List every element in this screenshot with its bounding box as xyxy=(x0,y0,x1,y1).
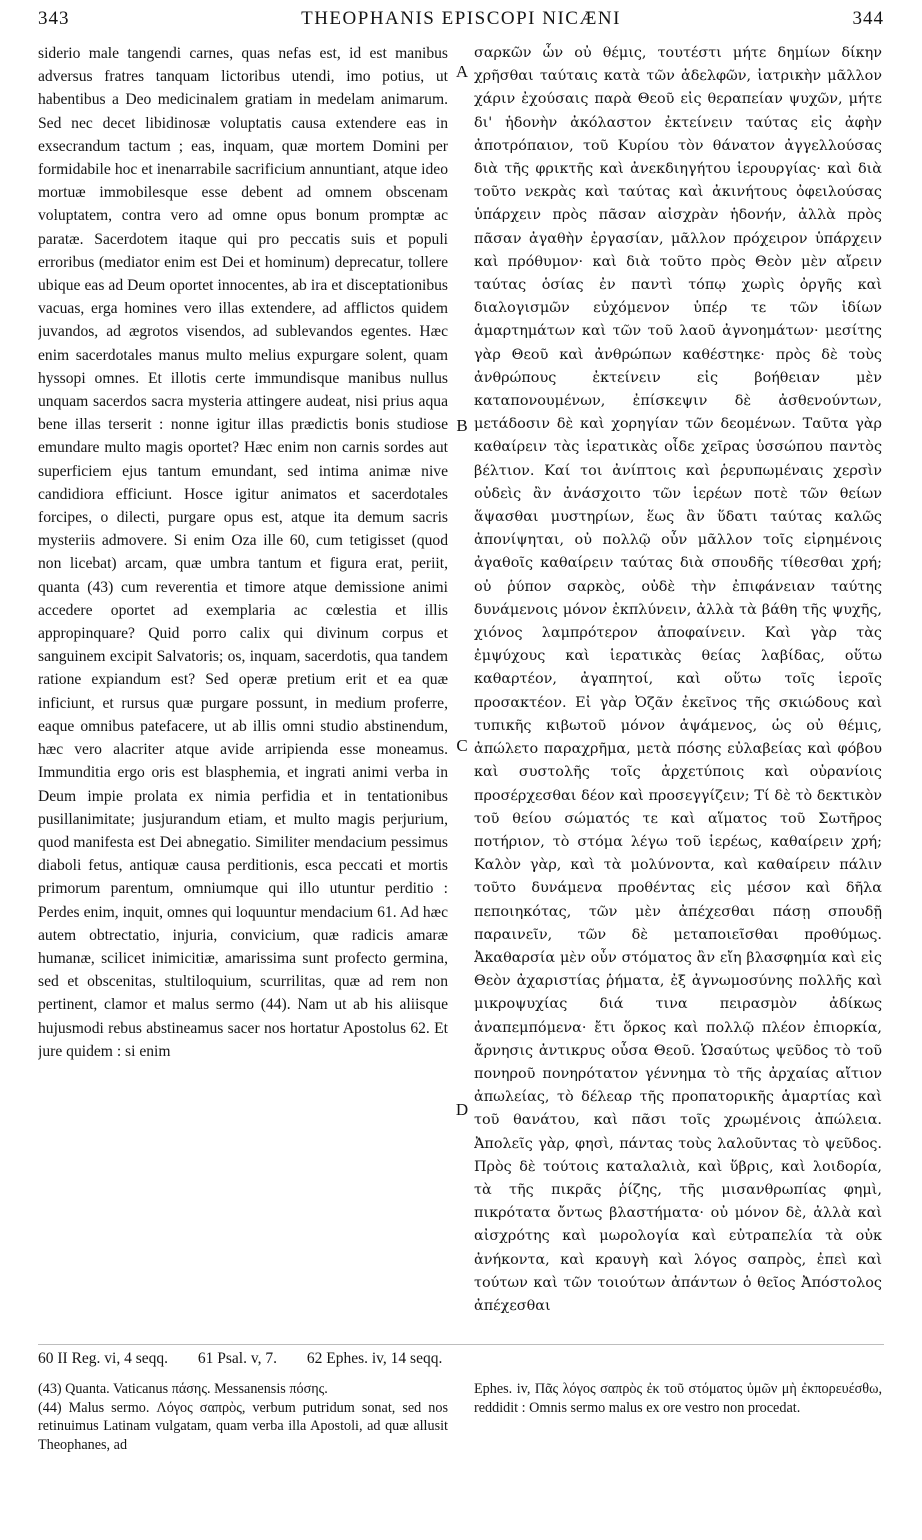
greek-text: σαρκῶν ὧν οὐ θέμις, τουτέστι μήτε δημίων δίκην χρῆσθαι ταύταις κατὰ τῶν ἀδελφῶν, ἰατρικὴν μᾶλλον χάριν ἐχούσαις παρὰ Θεοῦ εἰς θεραπείαν ψυχῶν, μήτε δι' ἡδονὴν ἀκόλαστον ἐκτείνειν ταύτας εἰς ἀφὴν ἀποτρόπαιον, τοῦ Κυρίου τὸν θάνατον ἀγγελλούσας διὰ τῆς φρικτῆς καὶ ἀνεκδιηγήτου ἱερουργίας· καὶ διὰ τοῦτο νεκρὰς καὶ ταύτας καὶ ἀκινήτους ὀφειλούσας ὑπάρχειν πρὸς πᾶσαν αἰσχρὰν ἡδονήν, ἀλλὰ πρὸς πᾶσαν ἀγαθὴν ἐργασίαν, μᾶλλον πρόχειρον ὑπάρχειν καὶ πρόθυμον· καὶ διὰ τοῦτο πρὸς Θεὸν μὲν αἴρειν ταύτας ὁσίας ἐν παντὶ τόπῳ χωρὶς ὀργῆς καὶ διαλογισμῶν εὐχόμενον ὑπέρ τε τῶν ἰδίων ἁμαρτημάτων καὶ τῶν τοῦ λαοῦ ἀγνοημάτων· μεσίτης γὰρ Θεοῦ καὶ ἀνθρώπων καθέστηκε· πρὸς δὲ τοὺς ἀνθρώπους ἐκτείνειν εἰς βοήθειαν μὲν καταπονουμένων, ἐπίσκεψιν δὲ ἀσθενούντων, μετάδοσιν δὲ καὶ χορηγίαν τῶν δεομένων. Ταῦτα γὰρ καθαίρειν τὰς ἱερατικὰς οἶδε χεῖρας ὑσσώπου παντὸς βέλτιον. Καί τοι ἀνίπτοις καὶ ῥερυπωμέναις χερσὶν οὐδεὶς ἂν ἀνάσχοιτο τῶν ἱερέων ποτὲ τῶν θείων ἅψασθαι μυστηρίων, ἕως ἂν ὕδατι ταύτας καλῶς ἀπονίψηται, οὐ πολλῷ οὖν μᾶλλον τοῖς εἰρημένοις ἀγαθοῖς καθαίρειν ταύτας διὰ σπουδῆς τίθεσθαι χρή; οὐ ῥύπον σαρκὸς, οὐδὲ τὴν ἐπιφάνειαν ταύτης δυνάμενοις μόνον ἐκπλύνειν, ἀλλὰ τὰ βάθη τῆς ψυχῆς, χιόνος λαμπρότερον ἀποφαίνειν. Καὶ γὰρ τὰς ἐμψύχους καὶ ἱερατικὰς θείας λαβίδας, οὕτω καθαρτέον, ἀγαπητοί, καὶ οὕτω τοῖς ἱεροῖς προσακτέον. Εἰ γὰρ Ὀζᾶν ἐκεῖνος τῆς σκιώδους καὶ τυπικῆς κιβωτοῦ μόνον ἁψάμενος, ὡς οὐ θέμις, ἀπώλετο παραχρῆμα, μετὰ πόσης εὐλαβείας καὶ φόβου καὶ συστολῆς τοῖς ἀρχετύποις καὶ οὐρανίοις προσέρχεσθαι δέον καὶ προσεγγίζειν; Τί δὲ τὸ δεκτικὸν τοῦ θείου σώματός τε καὶ αἵματος τοῦ Σωτῆρος ποτήριον, τὸ στόμα λέγω τοῦ ἱερέως, καθαίρειν χρή; Καλὸν γὰρ, καὶ τὰ μολύνοντα, καὶ καθαίρειν πάλιν τοῦτο δυνάμενα προθέντας εἰς μέσον καὶ δῆλα πεποιηκότας, τῶν μὲν ἀπέχεσθαι πάσῃ σπουδῇ παραινεῖν, τῶν δὲ μεταποιεῖσθαι προθύμως. Ἀκαθαρσία μὲν οὖν στόματος ἂν εἴη βλασφημία καὶ εἰς Θεὸν ἀχαριστίας ῥήματα, ἐξ ἀγνωμοσύνης πολλῆς καὶ μικροψυχίας διά τινα πειρασμὸν ἀδίκως ἀναπεμπόμενα· ἔτι ὅρκος καὶ πολλῷ πλέον ἐπιορκία, ἄρνησις ἀντικρυς οὖσα Θεοῦ. Ὡσαύτως ψεῦδος τὸ τοῦ πονηροῦ πονηρότατον γέννημα τὸ τῆς ἀρχαίας αἴτιον ἀπωλείας, τὸ δέλεαρ τῆς προπατορικῆς ἁμαρτίας καὶ τοῦ θανάτου, καὶ πᾶσι τοῖς χρωμένοις ἀπώλεια. Ἀπολεῖς γὰρ, φησὶ, πάντας τοὺς λαλοῦντας τὸ ψεῦδος. Πρὸς δὲ τούτοις καταλαλιὰ, καὶ ὕβρις, καὶ λοιδορία, τὰ τῆς πικρᾶς ῥίζης, τῆς μισανθρωπίας φημὶ, πικρότατα ὄντως βλαστήματα· οὐ μόνον δὲ, ἀλλὰ καὶ αἰσχρότης καὶ μωρολογία καὶ εὐτραπελία τὰ οὐκ ἀνήκοντα, καὶ κραυγὴ καὶ λόγος σαπρὸς, ἐπεὶ καὶ τούτων καὶ τῶν τοιούτων ἀπάντων ὁ θεῖος Ἀπόστολος ἀπέχεσθαι xyxy=(474,45,882,1314)
page-number-right: 344 xyxy=(852,8,884,29)
reference-61: 61 Psal. v, 7. xyxy=(197,1350,277,1367)
greek-column xyxy=(474,42,882,1344)
margin-marker-c: C xyxy=(456,736,468,755)
margin-marker-a: A xyxy=(455,62,469,81)
running-title: THEOPHANIS EPISCOPI NICÆNI xyxy=(301,8,621,29)
reference-60: 60 II Reg. vi, 4 seqq. xyxy=(38,1350,169,1367)
latin-text: siderio male tangendi carnes, quas nefas est, id est manibus adversus fratres tanquam lictoribus utendi, imo potius, ut habentibus a Deo medicinalem gratiam in medelam animarum. Sed nec decet libidinosæ voluptatis causa extendere eas in exsecrandum tactum ; eas, inquam, quæ mortem Domini per formidabile hoc et inenarrabile sacrificium annuntiant, atque ideo mortuæ immobilesque esse debent ad omnem obscenam voluptatem, contra vero ad omne opus bonum promptæ ac paratæ. Sacerdotem itaque qui pro peccatis suis et populi erroribus (mediator enim est Dei et hominum) deprecatur, tollere ubique eas ad Deum oportet innocentes, ab ira et disceptationibus vacuas, erga homines vero illas extendere, ad afflictos quidem juvandos, ad ægrotos visendos, ad sublevandos egentes. Hæc enim sacerdotales manus multo melius expurgare solent, quam hyssopi omnes. Et illotis certe immundisque manibus nullus unquam sacerdos sacra mysteria attingere audeat, nisi prius aqua bene illas terserit : nonne igitur illas prædictis bonis studiose emundare multo magis oportet? Hæc enim non carnis sordes aut superficiem ejus tantum emundant, sed intima animæ nive candidiora efficiunt. Hosce igitur animatos et sacerdotales forcipes, o dilecti, purgare opus est, atque ita demum sacris mysteriis admovere. Si enim Oza ille 60, cum tetigisset (quod non licebat) arcam, quæ umbra tantum et figura erat, periit, quanta (43) cum reverentia et timore atque demissione animi accedere oportet ad exemplaria ac cœlestia et illis appropinquare? Quid porro calix qui divinum corpus et sanguinem excipit Salvatoris; os, inquam, sacerdotis, qua tandem ratione expiandum est? Sed operæ pretium erit et ea quæ inficiunt, et rursus quæ purgare possunt, in medium proferre, eaque omnibus patefacere, ut ab illis omni studio abstinendum, hæc vero alacriter atque avide arripienda esse moneamus. Immunditia ergo oris est blasphemia, et ingrati animi verba in Deum impie prolata ex nimia perfidia et in tentationibus pusillanimitate; jusjurandum etiam, et multo magis perjurium, quod manifesta est Dei abnegatio. Similiter mendacium pessimus diaboli fetus, antiquæ causa perditionis, esca peccati et mortis primorum parentum, omniumque qui illo utuntur perditio : Perdes enim, inquit, omnes qui loquuntur mendacium 61. Ad hæc autem obtrectatio, injuria, convicium, quæ radicis amaræ humanæ, scilicet inimicitiæ, amarissima sunt profecto germina, sed et obscenitas, stultiloquium, scurrilitas, quæ ad rem non pertinent, clamor et malus sermo (44). Nam ut ab his aliisque hujusmodi rebus abstineamus sacer nos hortatur Apostolus 62. Et jure quidem : si enim xyxy=(38,45,448,1060)
note-43: (43) Quanta. Vaticanus πάσης. Messanensis πόσης. xyxy=(38,1381,328,1397)
footnote-divider xyxy=(38,1344,884,1345)
note-44: (44) Malus sermo. Λόγος σαπρὸς, verbum putridum sonat, sed nos retinuimus Latinam vulgatam, quam verba illa Apostoli, ad quæ allusit Theophanes, ad xyxy=(38,1399,448,1453)
running-header xyxy=(38,8,884,40)
page-number-left: 343 xyxy=(38,8,70,29)
note-44-continued: Ephes. iv, Πᾶς λόγος σαπρὸς ἐκ τοῦ στόματος ὑμῶν μὴ ἐκπορευέσθω, reddidit : Omnis sermo malus ex ore vestro non procedat. xyxy=(474,1381,882,1416)
scripture-references xyxy=(38,1348,884,1372)
notes-left-column xyxy=(38,1380,448,1460)
reference-62: 62 Ephes. iv, 14 seqq. xyxy=(306,1350,443,1367)
notes-right-column xyxy=(474,1380,882,1460)
margin-marker-d: D xyxy=(455,1100,469,1119)
margin-marker-b: B xyxy=(456,416,468,435)
latin-column xyxy=(38,42,448,1344)
